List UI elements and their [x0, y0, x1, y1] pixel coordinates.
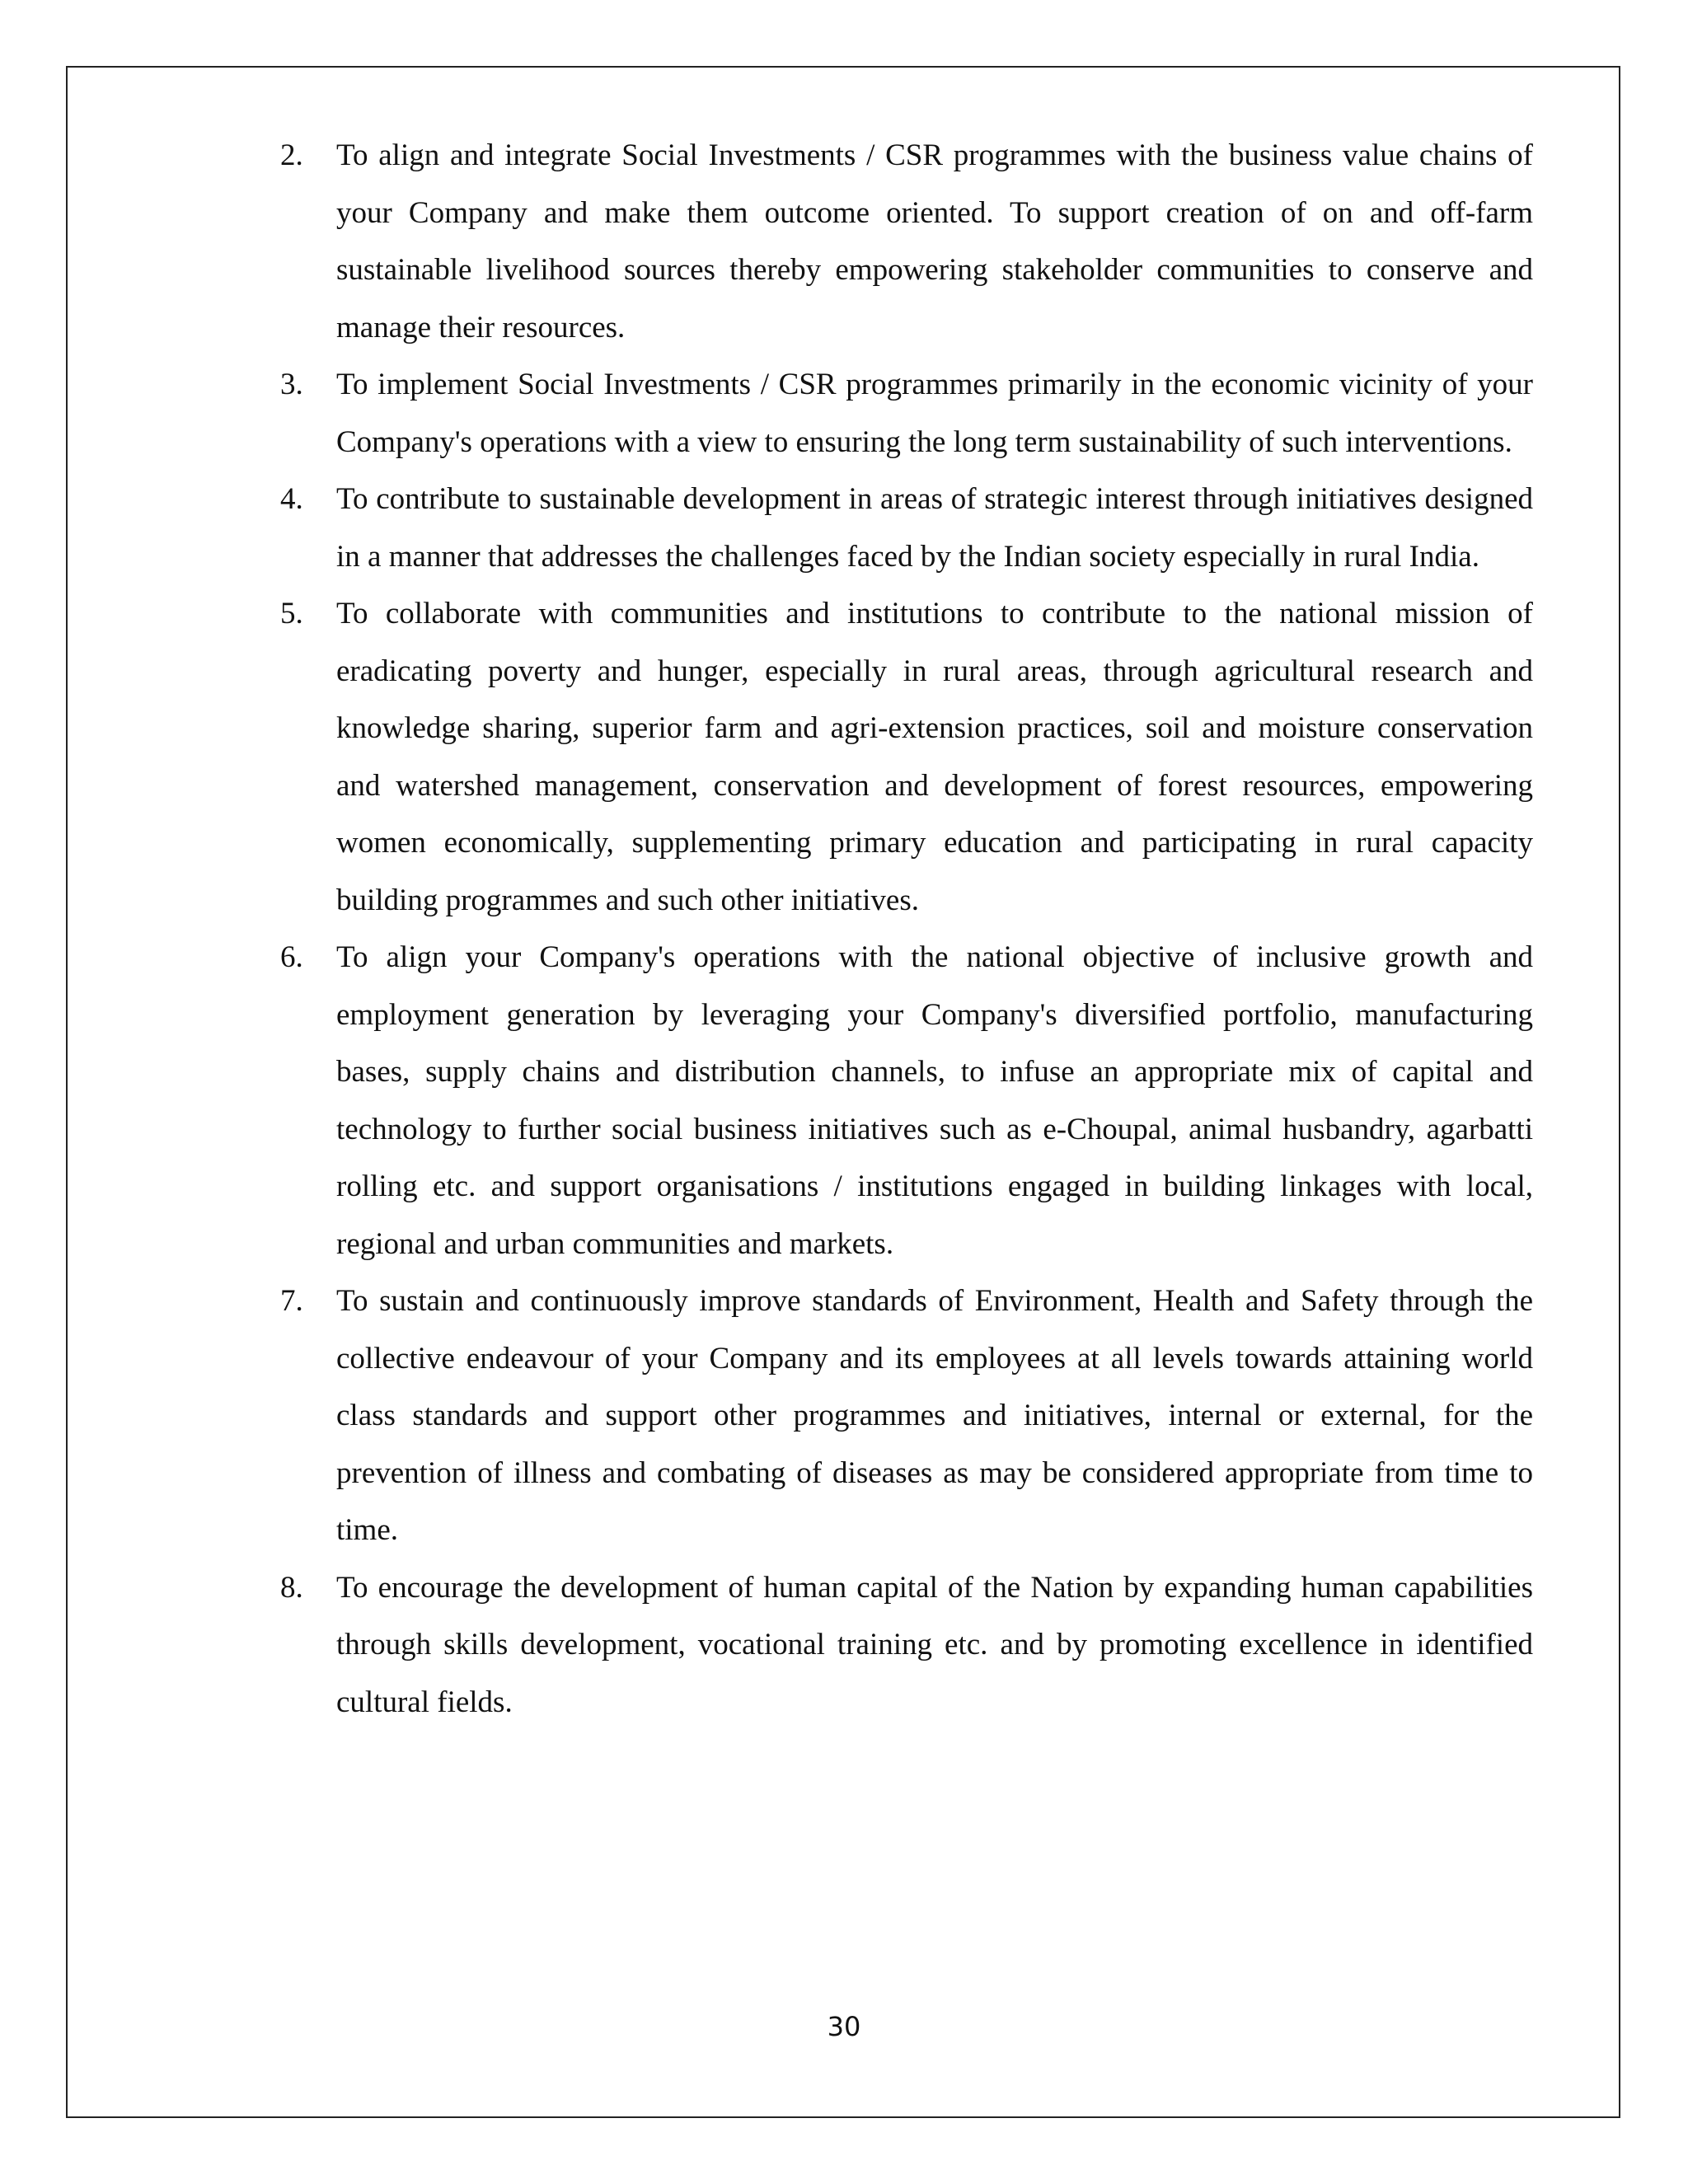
list-item-text: To align your Company's operations with the national objective of inclusive growth and employment generation by leveraging your Company's diversified portfolio, manufacturing bases, supply chains and distribution channels, to infuse an appropriate mix of capital and technology to further social business initiatives such as e-Choupal, animal husbandry, agarbatti rolling etc. and support organisations / institutions engaged in building linkages with local, regional and urban communities and markets. — [336, 940, 1533, 1261]
list-item-number: 5. — [280, 597, 303, 630]
numbered-list — [280, 127, 1533, 1731]
page-number: 30 — [827, 2011, 861, 2042]
list-item-text: To encourage the development of human capital of the Nation by expanding human capabilities through skills development, vocational training etc. and by promoting excellence in identified cultural fields. — [336, 1570, 1533, 1719]
list-item — [280, 356, 1533, 471]
list-item-text: To sustain and continuously improve standards of Environment, Health and Safety through the collective endeavour of your Company and its employees at all levels towards attaining world class standards and support other programmes and initiatives, internal or external, for the prevention of illness and combating of diseases as may be considered appropriate from time to time. — [336, 1284, 1533, 1547]
list-item-text: To align and integrate Social Investments / CSR programmes with the business value chains of your Company and make them outcome oriented. To support creation of on and off-farm sustainable livelihood sources thereby empowering stakeholder communities to conserve and manage their resources. — [336, 138, 1533, 344]
list-item-number: 3. — [280, 368, 303, 401]
list-item-number: 8. — [280, 1570, 303, 1605]
list-item — [280, 929, 1533, 1272]
list-item-text: To contribute to sustainable development in areas of strategic interest through initiatives designed in a manner that addresses the challenges faced by the Indian society especially in rural India. — [336, 482, 1533, 574]
list-item-number: 7. — [280, 1284, 303, 1318]
list-item — [280, 127, 1533, 356]
list-item-number: 6. — [280, 940, 303, 974]
list-item — [280, 1272, 1533, 1559]
list-item-number: 4. — [280, 482, 303, 516]
list-item-number: 2. — [280, 138, 303, 172]
list-item — [280, 471, 1533, 585]
list-item-text: To collaborate with communities and institutions to contribute to the national mission of eradicating poverty and hunger, especially in rural areas, through agricultural research and knowledge sharing, superior farm and agri-extension practices, soil and moisture conservation and watershed management, conservation and development of forest resources, empowering women economically, supplementing primary education and participating in rural capacity building programmes and such other initiatives. — [336, 597, 1533, 917]
list-item — [280, 1559, 1533, 1732]
list-item-text: To implement Social Investments / CSR programmes primarily in the economic vicinity of your Company's operations with a view to ensuring the long term sustainability of such interventions. — [336, 368, 1533, 459]
list-item — [280, 585, 1533, 929]
